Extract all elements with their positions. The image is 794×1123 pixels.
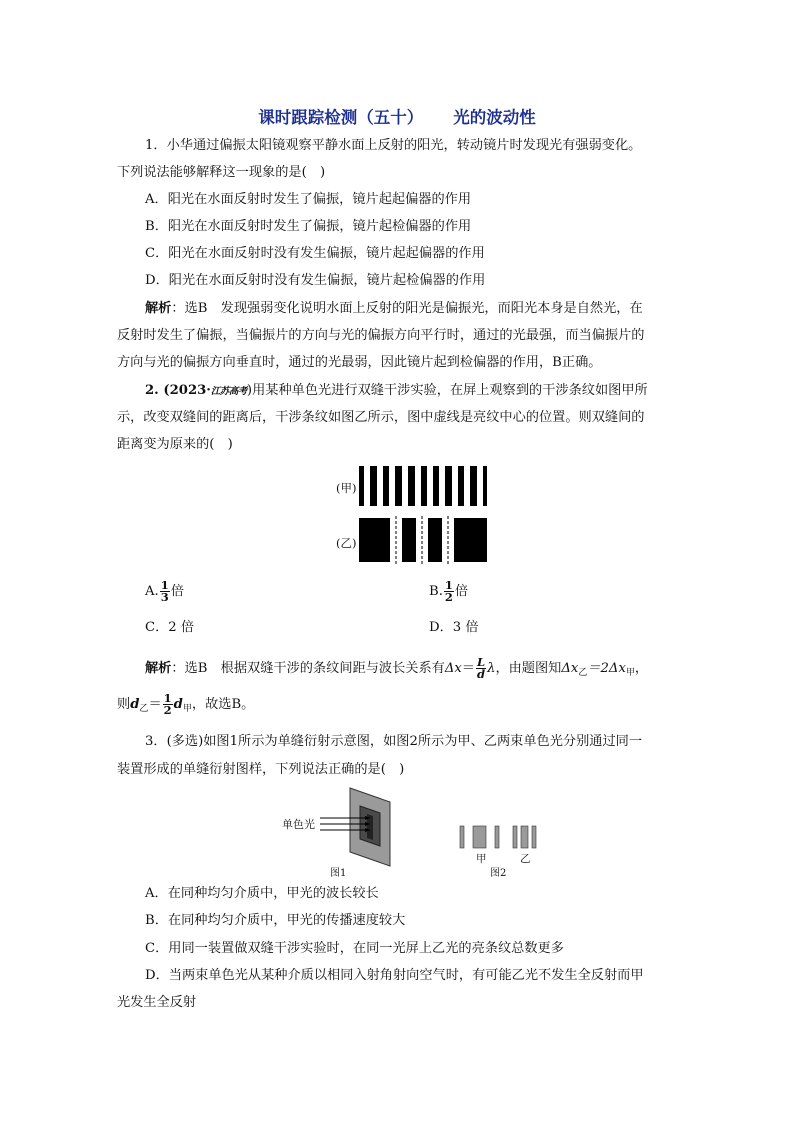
fraction-one-half-answer xyxy=(163,693,173,716)
comma: ， xyxy=(634,661,649,676)
analysis-label: 解析 xyxy=(145,301,172,316)
page-title xyxy=(0,104,794,128)
frac-den: 2 xyxy=(444,590,453,604)
q2-analysis-end: ，故选B。 xyxy=(191,697,255,712)
q2-option-a-prefix: A. xyxy=(145,584,159,599)
q2-stem-line3: 距离变为原来的( ) xyxy=(117,437,233,452)
q3-option-d: D．当两束单色光从某种介质以相同入射角射向空气时，有可能乙光不发生全反射而甲 xyxy=(145,968,644,983)
frac-den: d xyxy=(477,667,486,681)
fig1-caption: 图1 xyxy=(330,868,347,879)
q2-option-c: C．2 倍 xyxy=(145,620,195,635)
fraction-one-third xyxy=(160,580,170,603)
fig2-label-yi: 乙 xyxy=(520,853,531,865)
q3-stem-line2: 装置形成的单缝衍射图样，下列说法正确的是( ) xyxy=(117,762,405,777)
q1-stem-line1: 1．小华通过偏振太阳镜观察平静水面上反射的阳光，转动镜片时发现光有强弱变化。 xyxy=(145,138,642,153)
fig2-label-jia: 甲 xyxy=(476,853,487,865)
q2-option-b-prefix: B. xyxy=(429,584,443,599)
subscript-jia: 甲 xyxy=(625,668,635,678)
frac-den: 3 xyxy=(160,590,169,604)
q2-option-d: D．3 倍 xyxy=(429,620,479,635)
frac-num: L xyxy=(476,655,486,669)
q1-option-d: D．阳光在水面反射时没有发生偏振，镜片起检偏器的作用 xyxy=(145,273,486,288)
q2-option-a-suffix: 倍 xyxy=(170,584,184,599)
formula-dx-yi: Δx xyxy=(561,661,579,676)
title-main: 课时跟踪检测（五十） xyxy=(258,108,424,127)
frac-num: 1 xyxy=(160,578,169,592)
analysis-label: 解析 xyxy=(145,661,172,676)
subscript-yi: 乙 xyxy=(578,668,588,678)
fig2-caption: 图2 xyxy=(490,868,507,879)
q3-option-b: B．在同种均匀介质中，甲光的传播速度较大 xyxy=(145,913,406,928)
fig-label-jia: (甲) xyxy=(336,481,357,495)
q3-option-a: A．在同种均匀介质中，甲光的波长较长 xyxy=(145,886,379,901)
q3-option-c: C．用同一装置做双缝干涉实验时，在同一光屏上乙光的亮条纹总数更多 xyxy=(145,941,564,956)
formula-eq: ＝ xyxy=(461,661,475,676)
q2-stem-text: )用某种单色光进行双缝干涉实验，在屏上观察到的干涉条纹如图甲所 xyxy=(246,383,648,398)
fraction-l-over-d xyxy=(476,657,486,680)
formula-eq3: ＝ xyxy=(148,697,162,712)
formula-delta-x: Δx xyxy=(444,661,462,676)
fringe-pattern-yi xyxy=(359,518,487,562)
q3-stem-line1: 3．(多选)如图1所示为单缝衍射示意图，如图2所示为甲、乙两束单色光分别通过同一 xyxy=(145,734,643,749)
q2-analysis-text2: ，由题图知 xyxy=(495,661,562,676)
q3-option-d-cont: 光发生全反射 xyxy=(117,995,197,1010)
q2-analysis-text: ：选B 根据双缝干涉的条纹间距与波长关系有 xyxy=(171,661,445,676)
q2-option-a xyxy=(145,578,184,606)
q1-option-c: C．阳光在水面反射时没有发生偏振，镜片起起偏器的作用 xyxy=(145,246,485,261)
title-topic: 光的波动性 xyxy=(453,108,536,127)
q2-analysis-line2 xyxy=(117,691,254,723)
q2-option-b xyxy=(429,578,468,606)
fringe-pattern-jia xyxy=(359,466,487,506)
frac-num: 1 xyxy=(163,691,172,705)
q1-analysis-line1 xyxy=(145,300,643,318)
q1-option-b: B．阳光在水面反射时发生了偏振，镜片起检偏器的作用 xyxy=(145,219,472,234)
q2-stem-line2: 示，改变双缝间的距离后，干涉条纹如图乙所示，图中虚线是亮纹中心的位置。则双缝间的 xyxy=(117,410,645,425)
q1-analysis-line3: 方向与光的偏振方向垂直时，通过的光最弱，因此镜片起到检偏器的作用，B正确。 xyxy=(117,355,602,370)
q2-source: 江苏高考 xyxy=(210,386,247,397)
frac-den: 2 xyxy=(163,703,172,717)
subscript-yi: 乙 xyxy=(139,704,149,714)
formula-d-yi: d xyxy=(130,697,140,712)
fraction-one-half xyxy=(444,580,454,603)
frac-num: 1 xyxy=(444,578,453,592)
then-text: 则 xyxy=(117,697,131,712)
q1-analysis-line2: 反射时发生了偏振，当偏振片的方向与光的偏振方向平行时，通过的光最强，而当偏振片的 xyxy=(117,328,645,343)
q2-stem-line1 xyxy=(145,382,648,401)
q1-option-a: A．阳光在水面反射时发生了偏振，镜片起起偏器的作用 xyxy=(145,192,472,207)
q1-analysis-text: ：选B 发现强弱变化说明水面上反射的阳光是偏振光，而阳光本身是自然光，在 xyxy=(171,301,643,316)
formula-lambda: λ xyxy=(487,661,496,676)
q2-analysis-line1 xyxy=(145,655,648,687)
diffraction-patterns xyxy=(460,826,540,848)
fig1-light-label: 单色光 xyxy=(282,818,315,831)
q2-option-b-suffix: 倍 xyxy=(454,584,469,599)
formula-eq2: ＝2Δx xyxy=(587,661,626,676)
q1-stem-line2: 下列说法能够解释这一现象的是( ) xyxy=(117,165,326,180)
q2-number: 2. (2023· xyxy=(145,383,211,398)
subscript-jia: 甲 xyxy=(182,704,192,714)
formula-d-jia: d xyxy=(173,697,183,712)
single-slit-diagram xyxy=(330,788,400,868)
fig-label-yi: (乙) xyxy=(336,536,357,550)
